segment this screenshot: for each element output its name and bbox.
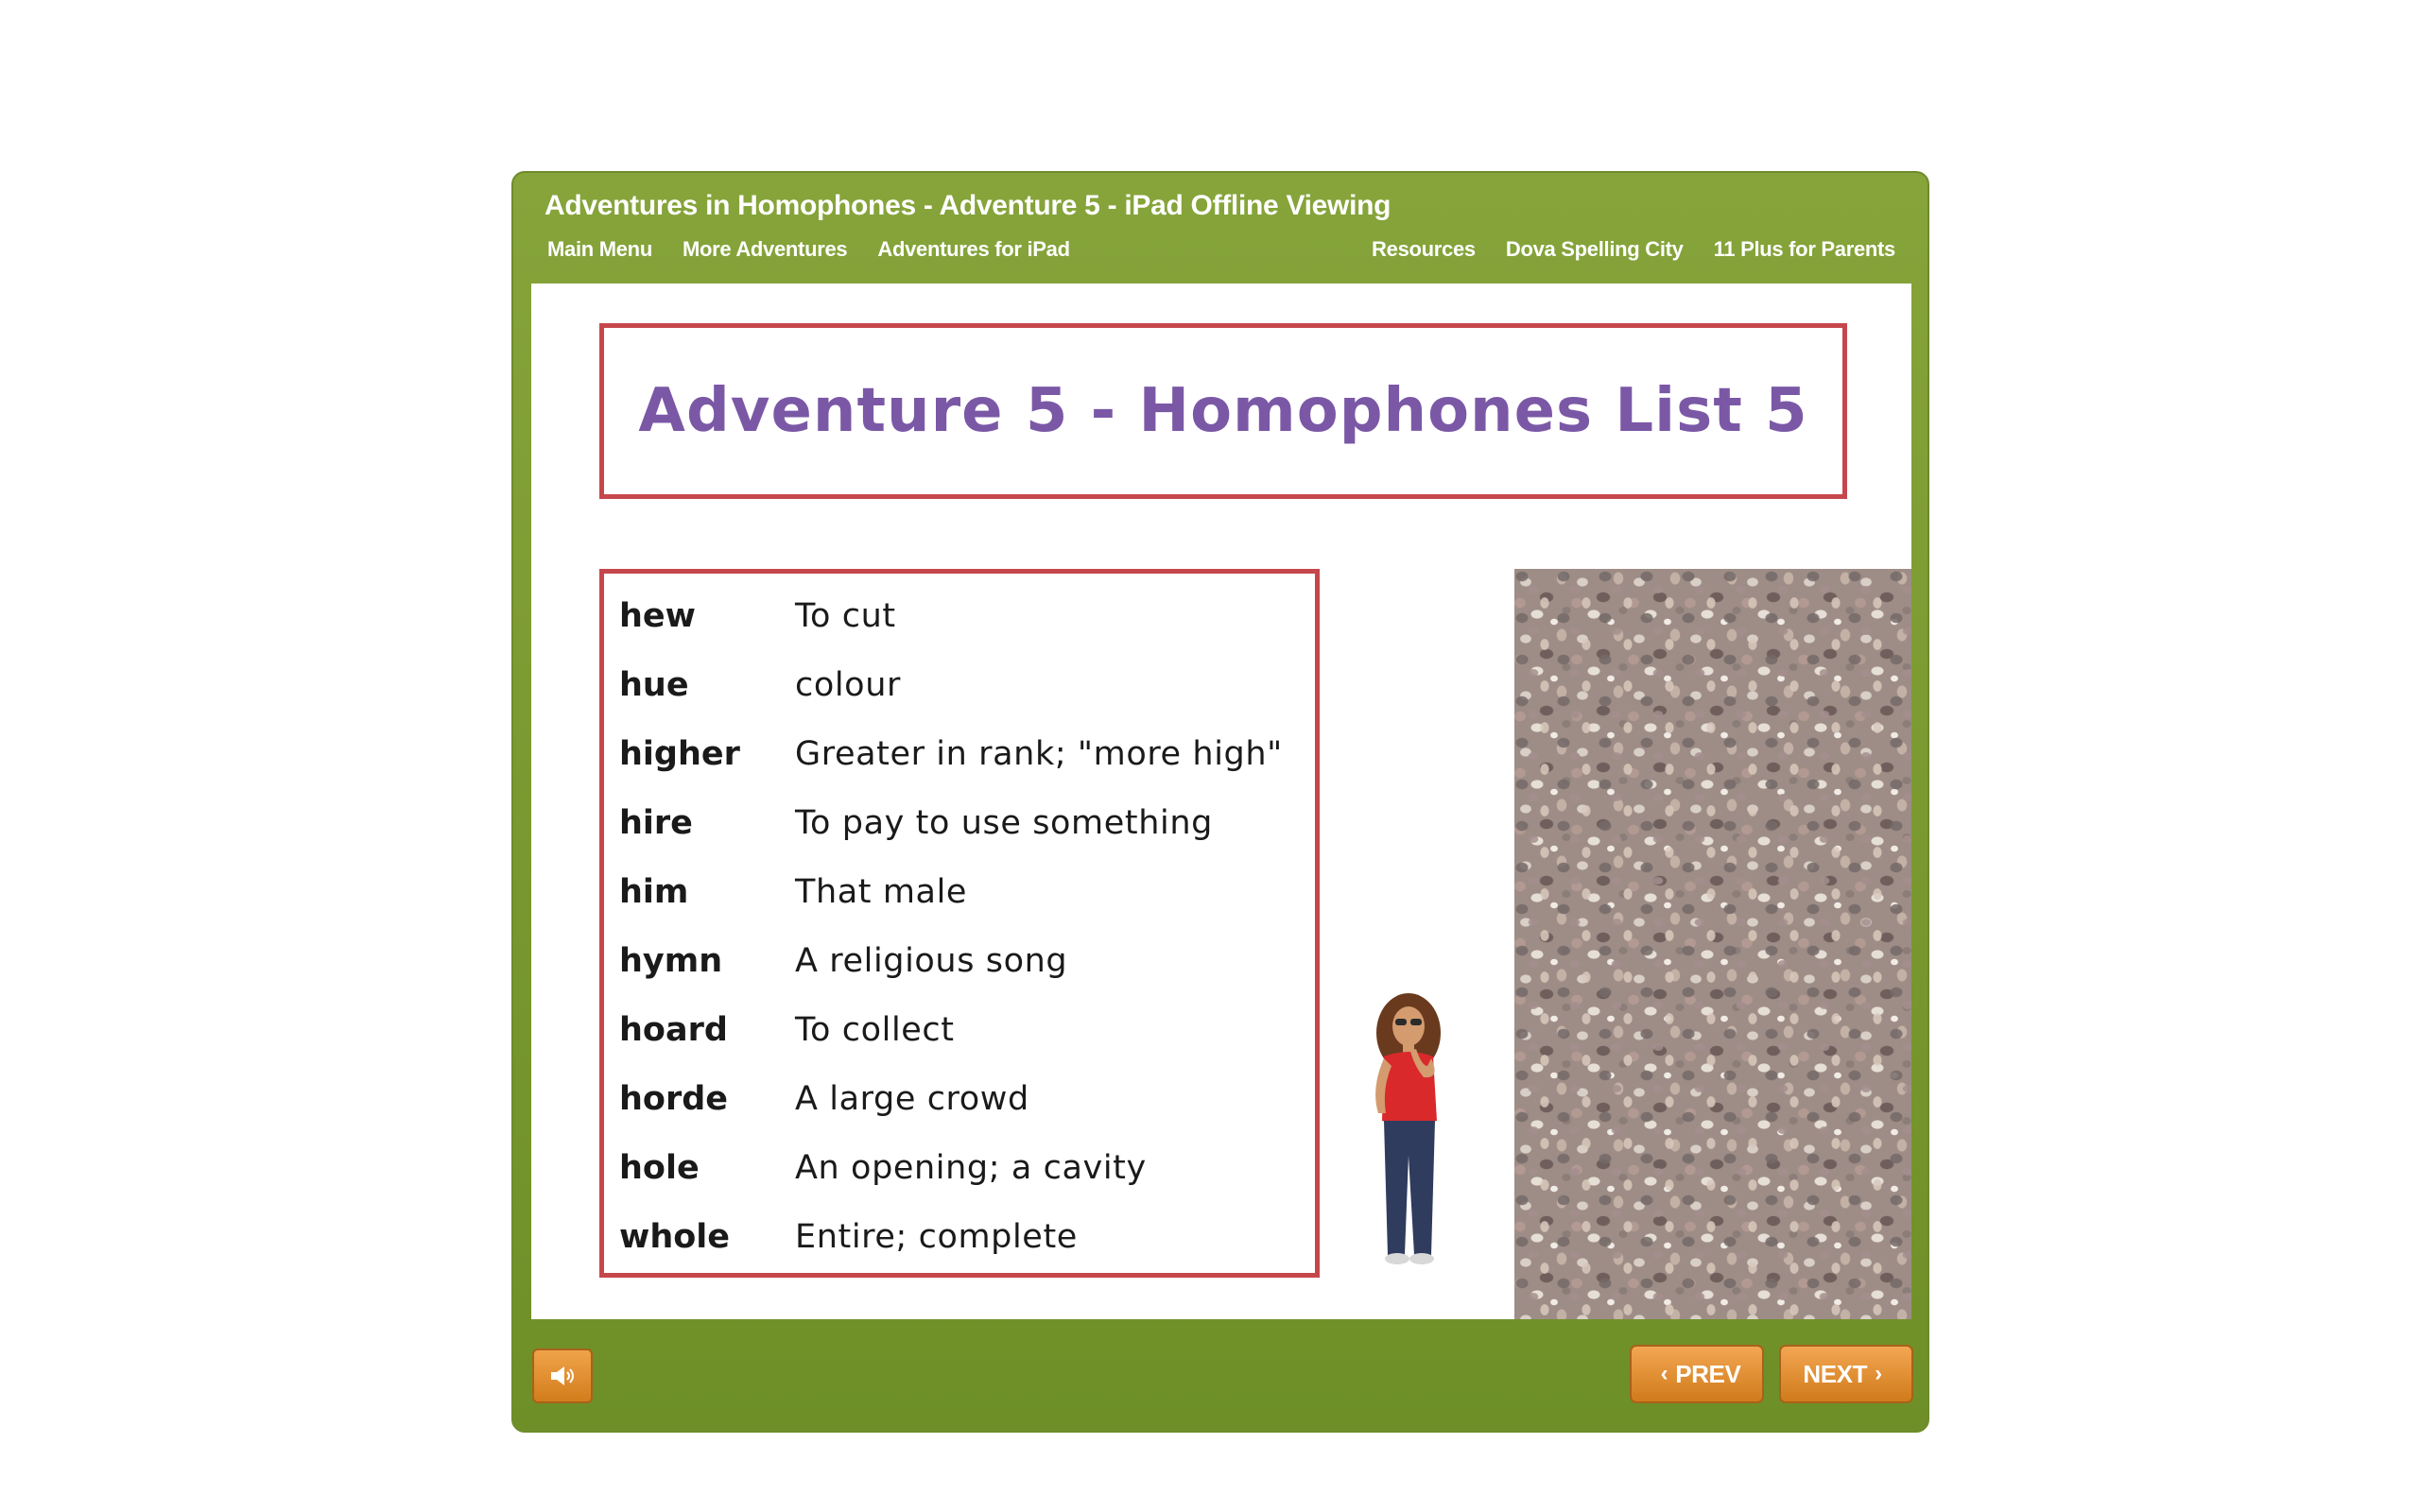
list-item <box>619 719 1315 788</box>
word-list <box>599 569 1320 1278</box>
homophone-meaning: That male <box>795 872 968 911</box>
homophone-word: him <box>619 872 689 911</box>
prev-label: PREV <box>1675 1359 1741 1388</box>
homophone-word: hymn <box>619 941 723 980</box>
list-item <box>619 995 1315 1064</box>
homophone-meaning: To collect <box>795 1010 955 1049</box>
player-frame <box>511 171 1929 1433</box>
homophone-meaning: To pay to use something <box>795 803 1213 842</box>
list-item <box>619 926 1315 995</box>
nav-main-menu[interactable]: Main Menu <box>547 237 652 261</box>
homophone-word: hole <box>619 1148 700 1187</box>
homophone-meaning: An opening; a cavity <box>795 1148 1147 1187</box>
slide-title: Adventure 5 - Homophones List 5 <box>638 376 1808 446</box>
app-title: Adventures in Homophones - Adventure 5 - iPad Offline Viewing <box>544 190 1392 221</box>
homophone-word: whole <box>619 1217 731 1256</box>
homophone-meaning: A religious song <box>795 941 1068 980</box>
chevron-right-icon: › <box>1875 1361 1882 1386</box>
nav-left <box>547 237 1100 262</box>
nav-more-adventures[interactable]: More Adventures <box>682 237 848 261</box>
slide-stage <box>531 284 1911 1319</box>
homophone-meaning: colour <box>795 665 901 704</box>
nav-right <box>1341 237 1895 262</box>
slide-title-box <box>599 323 1847 499</box>
gravel-texture-image <box>1514 569 1911 1319</box>
nav-adventures-for-ipad[interactable]: Adventures for iPad <box>877 237 1070 261</box>
homophone-word: hew <box>619 596 696 635</box>
homophone-word: hue <box>619 665 689 704</box>
list-item <box>619 857 1315 926</box>
prev-button[interactable] <box>1630 1345 1764 1403</box>
list-item <box>619 1064 1315 1133</box>
nav-resources[interactable]: Resources <box>1372 237 1476 261</box>
list-item <box>619 1133 1315 1202</box>
list-item <box>619 1202 1315 1271</box>
next-button[interactable] <box>1779 1345 1913 1403</box>
homophone-meaning: A large crowd <box>795 1079 1029 1118</box>
homophone-word: hire <box>619 803 693 842</box>
nav-11-plus-for-parents[interactable]: 11 Plus for Parents <box>1713 237 1895 261</box>
homophone-meaning: Entire; complete <box>795 1217 1078 1256</box>
speaker-icon <box>548 1364 577 1388</box>
chevron-left-icon: ‹ <box>1660 1361 1668 1386</box>
next-label: NEXT <box>1803 1359 1868 1388</box>
list-item <box>619 650 1315 719</box>
homophone-meaning: Greater in rank; "more high" <box>795 734 1283 773</box>
character-illustration <box>1361 990 1456 1274</box>
homophone-meaning: To cut <box>795 596 896 635</box>
homophone-word: horde <box>619 1079 729 1118</box>
nav-dova-spelling-city[interactable]: Dova Spelling City <box>1505 237 1684 261</box>
list-item <box>619 788 1315 857</box>
list-item <box>619 581 1315 650</box>
audio-button[interactable] <box>532 1349 593 1403</box>
homophone-word: hoard <box>619 1010 728 1049</box>
homophone-word: higher <box>619 734 740 773</box>
